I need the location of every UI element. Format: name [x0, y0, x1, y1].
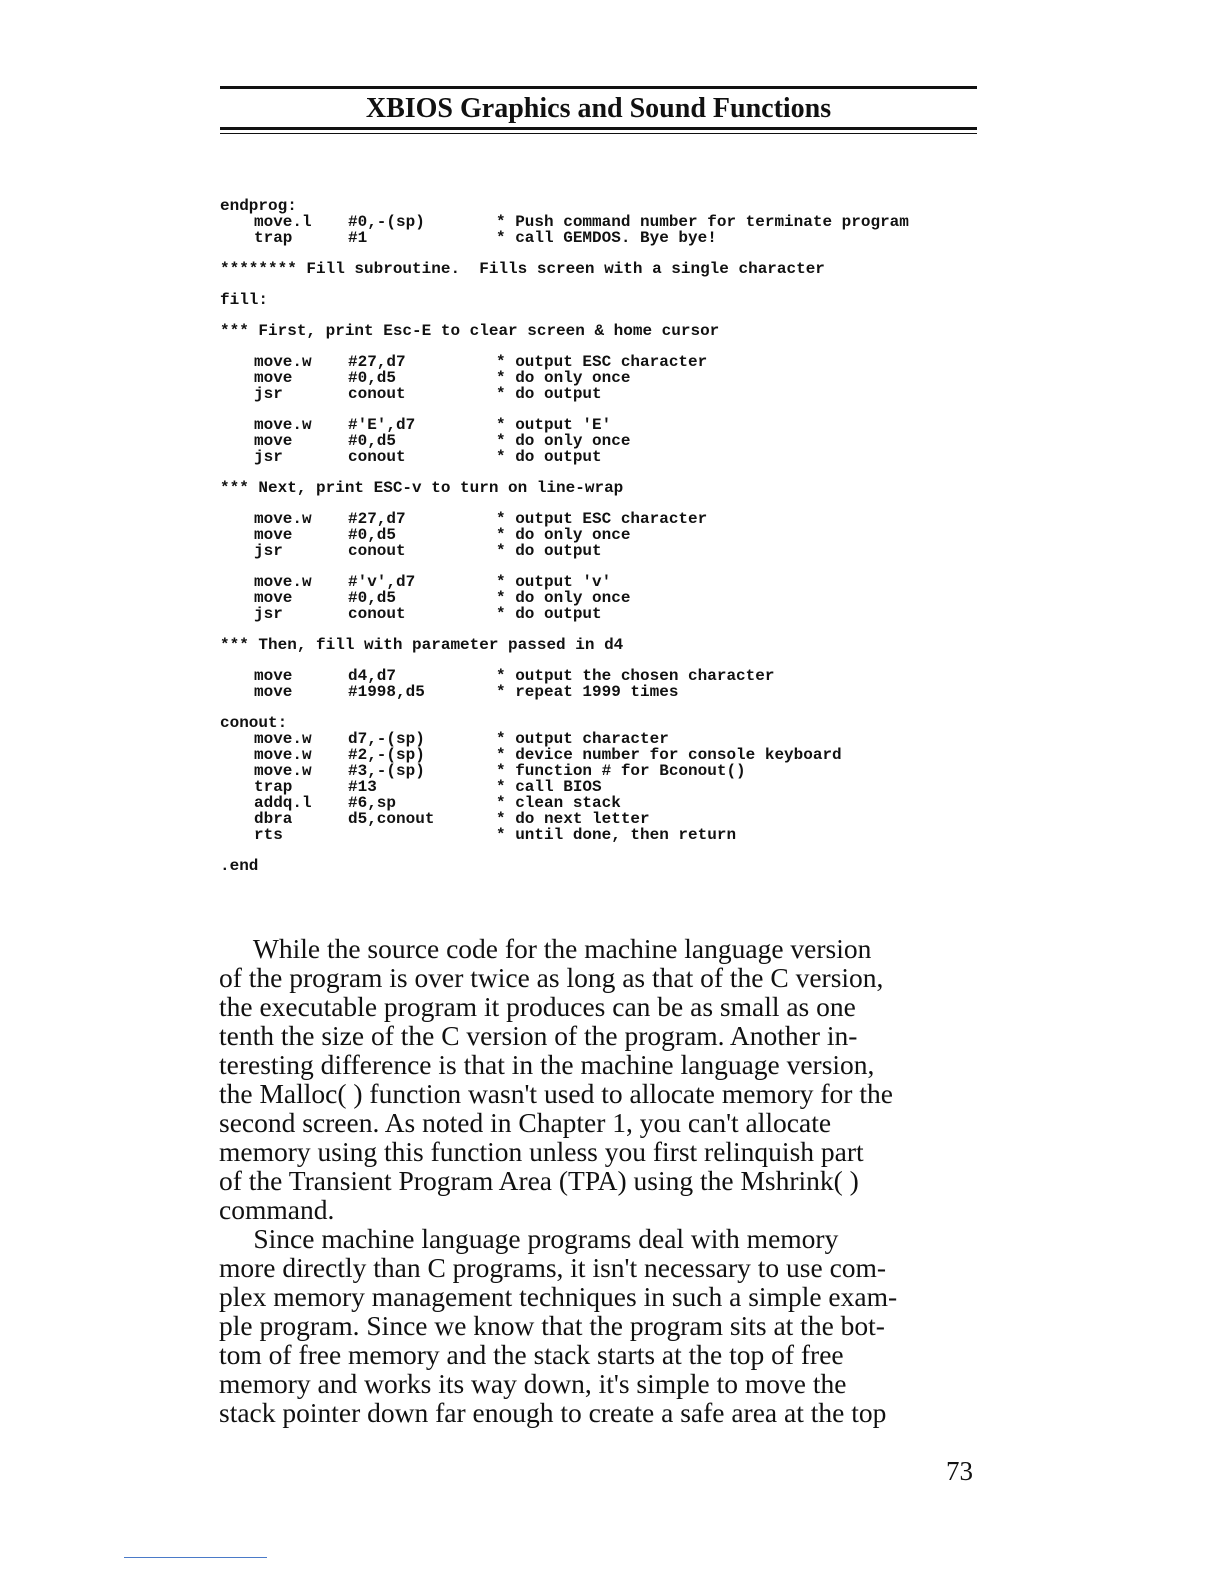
code-opcode: move	[254, 683, 293, 701]
code-operand: #0,d5	[348, 526, 397, 544]
code-comment: * repeat 1999 times	[496, 683, 679, 701]
code-operand: d7,-(sp)	[348, 730, 425, 748]
code-comment: * do output	[496, 542, 602, 560]
code-comment-line: *** Next, print ESC-v to turn on line-wrap	[220, 479, 624, 497]
code-opcode: move	[254, 589, 293, 607]
code-gap	[220, 308, 980, 323]
code-opcode: addq.l	[254, 794, 312, 812]
code-opcode: move.w	[254, 510, 312, 528]
code-operand: #'v',d7	[348, 573, 416, 591]
code-instruction	[220, 214, 980, 230]
code-comment: * Push command number for terminate program	[496, 213, 909, 231]
body-text-line: of the program is over twice as long as that of the C version,	[219, 962, 884, 993]
code-instruction	[220, 606, 980, 622]
code-comment: * do only once	[496, 526, 631, 544]
code-instruction	[220, 811, 980, 827]
code-comment: * output the chosen character	[496, 667, 775, 685]
body-text-line: memory and works its way down, it's simple to move the	[219, 1368, 847, 1399]
footer-rule	[124, 1557, 267, 1558]
code-comment: * do only once	[496, 589, 631, 607]
code-comment: * do only once	[496, 432, 631, 450]
code-label: .end	[220, 857, 259, 875]
code-opcode: jsr	[254, 542, 283, 560]
code-instruction	[220, 354, 980, 370]
body-text-line: more directly than C programs, it isn't necessary to use com-	[219, 1252, 887, 1283]
code-opcode: rts	[254, 826, 283, 844]
code-operand: conout	[348, 605, 406, 623]
code-opcode: move.w	[254, 416, 312, 434]
code-operand: #0,d5	[348, 432, 397, 450]
code-opcode: move.w	[254, 762, 312, 780]
code-opcode: move.w	[254, 730, 312, 748]
code-operand: #13	[348, 778, 377, 796]
code-label: endprog:	[220, 197, 297, 215]
body-text-line: the executable program it produces can be as small as one	[219, 991, 856, 1022]
code-comment: * call BIOS	[496, 778, 602, 796]
code-comment: * output character	[496, 730, 669, 748]
body-text-line: the Malloc( ) function wasn't used to allocate memory for the	[219, 1078, 893, 1109]
code-label: fill:	[220, 291, 269, 309]
body-text-line: memory using this function unless you first relinquish part	[219, 1136, 864, 1167]
code-opcode: jsr	[254, 385, 283, 403]
code-gap	[220, 496, 980, 511]
code-comment: * function # for Bconout()	[496, 762, 746, 780]
code-comment: * output ESC character	[496, 510, 708, 528]
code-instruction	[220, 763, 980, 779]
code-instruction	[220, 747, 980, 763]
body-text-line: Since machine language programs deal with memory	[219, 1223, 839, 1254]
code-opcode: move	[254, 432, 293, 450]
code-operand: conout	[348, 542, 406, 560]
header-rule-top	[220, 86, 977, 89]
code-operand: #1998,d5	[348, 683, 425, 701]
code-comment: * do output	[496, 448, 602, 466]
code-instruction	[220, 511, 980, 527]
page-header-title: XBIOS Graphics and Sound Functions	[365, 93, 832, 124]
code-instruction	[220, 543, 980, 559]
body-text-line: While the source code for the machine language version	[219, 933, 872, 964]
code-comment: * do output	[496, 605, 602, 623]
code-instruction	[220, 795, 980, 811]
code-instruction	[220, 684, 980, 700]
code-opcode: move.w	[254, 353, 312, 371]
code-operand: #6,sp	[348, 794, 397, 812]
code-comment-line: ******** Fill subroutine. Fills screen with a single character	[220, 260, 825, 278]
body-text-line: tenth the size of the C version of the program. Another in-	[219, 1020, 858, 1051]
code-gap	[220, 339, 980, 354]
code-operand: d5,conout	[348, 810, 435, 828]
code-gap	[220, 843, 980, 858]
code-instruction	[220, 590, 980, 606]
code-operand: #3,-(sp)	[348, 762, 425, 780]
body-text-line: tom of free memory and the stack starts at the top of free	[219, 1339, 844, 1370]
code-opcode: move	[254, 526, 293, 544]
code-gap	[220, 559, 980, 574]
code-comment: * device number for console keyboard	[496, 746, 842, 764]
code-operand: #0,-(sp)	[348, 213, 425, 231]
code-gap	[220, 402, 980, 417]
code-gap	[220, 653, 980, 668]
code-opcode: move.l	[254, 213, 312, 231]
code-instruction	[220, 433, 980, 449]
code-operand: #27,d7	[348, 510, 406, 528]
code-operand: #1	[348, 229, 368, 247]
code-instruction	[220, 827, 980, 843]
body-text-line: ple program. Since we know that the program sits at the bot-	[219, 1310, 885, 1341]
body-text-line: of the Transient Program Area (TPA) using the Mshrink( )	[219, 1165, 859, 1196]
code-operand: #27,d7	[348, 353, 406, 371]
body-text	[219, 934, 981, 1427]
code-opcode: dbra	[254, 810, 293, 828]
code-instruction	[220, 779, 980, 795]
code-label: conout:	[220, 714, 288, 732]
code-comment: * output 'v'	[496, 573, 612, 591]
code-gap	[220, 246, 980, 261]
page-number: 73	[946, 1456, 973, 1486]
header-rule-bottom-thin	[220, 133, 977, 134]
code-comment-line: *** Then, fill with parameter passed in d4	[220, 636, 624, 654]
code-instruction	[220, 527, 980, 543]
code-instruction	[220, 230, 980, 246]
code-instruction	[220, 370, 980, 386]
code-opcode: move.w	[254, 746, 312, 764]
code-opcode: jsr	[254, 448, 283, 466]
code-opcode: trap	[254, 778, 293, 796]
code-gap	[220, 700, 980, 715]
code-instruction	[220, 668, 980, 684]
code-gap	[220, 277, 980, 292]
code-comment: * do output	[496, 385, 602, 403]
code-operand: #0,d5	[348, 589, 397, 607]
code-operand: conout	[348, 448, 406, 466]
body-text-line: teresting difference is that in the machine language version,	[219, 1049, 875, 1080]
code-opcode: move	[254, 369, 293, 387]
body-text-line: stack pointer down far enough to create a safe area at the top	[219, 1397, 887, 1428]
code-listing	[220, 198, 980, 874]
code-instruction	[220, 417, 980, 433]
code-operand: #'E',d7	[348, 416, 416, 434]
code-comment-line: *** First, print Esc-E to clear screen & home cursor	[220, 322, 720, 340]
code-instruction	[220, 386, 980, 402]
code-opcode: trap	[254, 229, 293, 247]
header-rule-bottom	[220, 127, 977, 130]
body-text-line: command.	[219, 1194, 335, 1225]
code-comment: * call GEMDOS. Bye bye!	[496, 229, 717, 247]
code-instruction	[220, 731, 980, 747]
code-comment: * until done, then return	[496, 826, 737, 844]
code-operand: conout	[348, 385, 406, 403]
code-opcode: move.w	[254, 573, 312, 591]
code-instruction	[220, 574, 980, 590]
code-comment: * output 'E'	[496, 416, 612, 434]
code-instruction	[220, 449, 980, 465]
code-comment: * do only once	[496, 369, 631, 387]
body-text-line: plex memory management techniques in such a simple exam-	[219, 1281, 898, 1312]
code-comment: * output ESC character	[496, 353, 708, 371]
code-comment: * clean stack	[496, 794, 621, 812]
body-text-line: second screen. As noted in Chapter 1, you can't allocate	[219, 1107, 832, 1138]
code-comment: * do next letter	[496, 810, 650, 828]
code-opcode: jsr	[254, 605, 283, 623]
code-gap	[220, 622, 980, 637]
code-operand: #0,d5	[348, 369, 397, 387]
code-operand: #2,-(sp)	[348, 746, 425, 764]
code-gap	[220, 465, 980, 480]
code-opcode: move	[254, 667, 293, 685]
code-operand: d4,d7	[348, 667, 397, 685]
